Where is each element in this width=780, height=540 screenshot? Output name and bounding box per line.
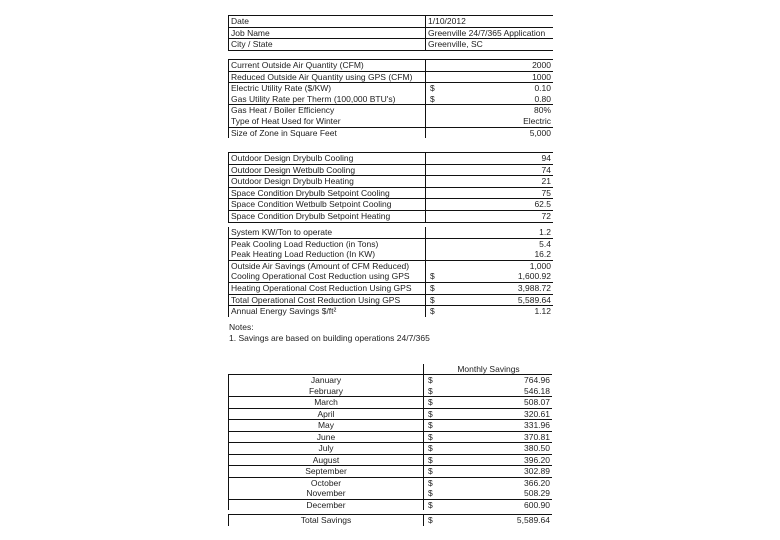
row-value: 62.5 <box>534 199 551 210</box>
row-value: 0.10 <box>534 83 551 94</box>
row-value: 1.2 <box>539 227 551 237</box>
row-unit: $ <box>428 488 433 498</box>
row-label: Space Condition Drybulb Setpoint Cooling <box>229 188 426 199</box>
month-label: July <box>229 443 424 454</box>
table-row <box>228 478 552 489</box>
table-row <box>228 386 552 398</box>
month-label: January <box>229 375 424 386</box>
row-unit: $ <box>428 420 433 430</box>
row-label: Cooling Operational Cost Reduction using GPS <box>229 271 426 282</box>
table-row <box>229 152 553 165</box>
row-value: Electric <box>523 115 551 126</box>
table-row <box>229 249 553 261</box>
table-row <box>229 211 553 223</box>
row-unit: $ <box>428 477 433 488</box>
table-row <box>228 420 552 432</box>
table-row <box>228 466 552 478</box>
row-value: 302.89 <box>524 466 550 476</box>
row-unit <box>426 227 460 238</box>
row-value: 80% <box>533 105 551 116</box>
row-label: Heating Operational Cost Reduction Using GPS <box>229 283 426 294</box>
table-row <box>229 72 553 84</box>
row-unit: $ <box>428 499 433 510</box>
row-label: Total Operational Cost Reduction Using GPS <box>229 295 426 306</box>
notes-title: Notes: <box>229 322 254 332</box>
row-value: Greenville 24/7/365 Application <box>428 27 546 38</box>
row-value: 380.50 <box>524 443 550 453</box>
total-value: 5,589.64 <box>516 515 550 525</box>
table-row <box>228 432 552 444</box>
row-unit: $ <box>430 282 435 293</box>
month-label: March <box>229 397 424 408</box>
row-label: Annual Energy Savings $/ft² <box>229 306 426 317</box>
table-row <box>229 59 553 72</box>
month-label: February <box>229 386 424 397</box>
table-row <box>229 116 553 128</box>
row-value: 508.07 <box>524 397 550 407</box>
design-conditions-table <box>228 152 553 223</box>
row-unit: $ <box>430 306 435 317</box>
month-label: November <box>229 488 424 499</box>
row-value: 16.2 <box>534 249 551 260</box>
row-unit: $ <box>430 294 435 305</box>
row-label: System KW/Ton to operate <box>229 227 426 238</box>
row-label: City / State <box>229 39 426 50</box>
table-row <box>228 443 552 455</box>
table-row <box>228 488 552 500</box>
row-value: 2000 <box>532 60 551 70</box>
table-row <box>228 397 552 409</box>
row-value: 320.61 <box>524 408 550 419</box>
table-row <box>229 239 553 250</box>
row-unit: $ <box>430 83 435 94</box>
table-row <box>229 283 553 295</box>
month-label: April <box>229 409 424 420</box>
monthly-savings-table <box>228 374 552 510</box>
row-value: 74 <box>541 164 551 175</box>
notes-section <box>229 322 430 344</box>
row-unit <box>426 249 460 260</box>
table-row <box>229 188 553 200</box>
table-row <box>229 128 553 139</box>
row-value: 508.29 <box>524 488 550 498</box>
row-value: 21 <box>541 176 551 187</box>
table-row <box>229 176 553 188</box>
row-unit: $ <box>430 93 435 104</box>
row-label: Space Condition Wetbulb Setpoint Cooling <box>229 199 426 210</box>
row-value: 331.96 <box>524 420 550 430</box>
table-row <box>229 261 553 272</box>
row-value: 94 <box>541 153 551 163</box>
row-value: 1,600.92 <box>517 271 551 282</box>
row-label: Outdoor Design Drybulb Heating <box>229 176 426 187</box>
table-row <box>228 500 552 511</box>
row-label: Peak Cooling Load Reduction (in Tons) <box>229 239 426 250</box>
table-row <box>228 409 552 421</box>
month-label: September <box>229 466 424 477</box>
table-row <box>228 375 552 386</box>
row-value: Greenville, SC <box>428 39 483 50</box>
row-unit: $ <box>428 454 433 465</box>
row-unit: $ <box>428 431 433 442</box>
row-value: 1.12 <box>534 306 551 317</box>
row-value: 600.90 <box>524 499 550 510</box>
table-row <box>229 199 553 211</box>
row-value: 366.20 <box>524 477 550 488</box>
row-label: Current Outside Air Quantity (CFM) <box>229 60 426 71</box>
row-unit: $ <box>430 271 435 282</box>
row-label: Gas Heat / Boiler Efficiency <box>229 105 426 116</box>
table-row <box>229 165 553 177</box>
total-label: Total Savings <box>229 515 424 526</box>
month-label: December <box>229 500 424 511</box>
table-row <box>229 271 553 283</box>
table-row <box>229 295 553 307</box>
table-row <box>229 15 553 28</box>
table-row <box>229 306 553 317</box>
row-label: Electric Utility Rate ($/KW) <box>229 83 426 94</box>
row-label: Date <box>229 16 426 27</box>
row-unit: $ <box>428 408 433 419</box>
row-label: Type of Heat Used for Winter <box>229 116 426 127</box>
row-label: Outdoor Design Drybulb Cooling <box>229 153 426 164</box>
row-value: 0.80 <box>534 93 551 104</box>
monthly-savings-header: Monthly Savings <box>423 364 553 374</box>
row-label: Outside Air Savings (Amount of CFM Reduced) <box>229 261 426 272</box>
row-value: 72 <box>541 210 551 221</box>
table-row <box>229 28 553 40</box>
row-label: Reduced Outside Air Quantity using GPS (CFM) <box>229 72 426 83</box>
row-value: 1,000 <box>529 260 551 271</box>
row-label: Peak Heating Load Reduction (In KW) <box>229 249 426 260</box>
row-unit <box>426 239 460 250</box>
row-label: Outdoor Design Wetbulb Cooling <box>229 165 426 176</box>
table-row <box>229 227 553 239</box>
row-unit: $ <box>428 443 433 453</box>
row-unit: $ <box>428 397 433 407</box>
table-row <box>229 83 553 94</box>
total-savings-table <box>228 514 552 526</box>
month-label: May <box>229 420 424 431</box>
row-unit <box>426 116 460 127</box>
row-label: Gas Utility Rate per Therm (100,000 BTU's) <box>229 94 426 105</box>
month-label: October <box>229 478 424 489</box>
note-item: 1. Savings are based on building operations 24/7/365 <box>229 333 430 343</box>
row-value: 75 <box>541 187 551 198</box>
table-row <box>229 94 553 106</box>
table-row <box>229 39 553 51</box>
row-value: 546.18 <box>524 385 550 396</box>
row-unit <box>426 72 460 83</box>
job-info-table <box>228 15 553 51</box>
month-label: June <box>229 432 424 443</box>
row-value: 396.20 <box>524 454 550 465</box>
row-unit: $ <box>428 466 433 476</box>
row-value: 370.81 <box>524 431 550 442</box>
row-value: 1/10/2012 <box>428 16 466 26</box>
row-label: Size of Zone in Square Feet <box>229 128 426 139</box>
row-label: Job Name <box>229 28 426 39</box>
row-unit: $ <box>428 385 433 396</box>
row-label: Space Condition Drybulb Setpoint Heating <box>229 211 426 222</box>
month-label: August <box>229 455 424 466</box>
inputs-table <box>228 59 553 138</box>
row-unit <box>426 105 460 116</box>
row-value: 5.4 <box>539 238 551 249</box>
table-row <box>228 455 552 467</box>
row-unit: $ <box>428 375 433 385</box>
total-unit: $ <box>428 515 433 525</box>
row-unit <box>426 60 460 71</box>
row-value: 5,000 <box>529 127 551 138</box>
row-value: 1000 <box>532 71 551 82</box>
row-unit <box>426 261 460 272</box>
results-table <box>228 227 553 317</box>
total-savings-row <box>228 514 552 526</box>
row-value: 5,589.64 <box>517 294 551 305</box>
row-value: 3,988.72 <box>517 282 551 293</box>
row-value: 764.96 <box>524 375 550 385</box>
row-unit <box>426 128 460 139</box>
table-row <box>229 105 553 116</box>
